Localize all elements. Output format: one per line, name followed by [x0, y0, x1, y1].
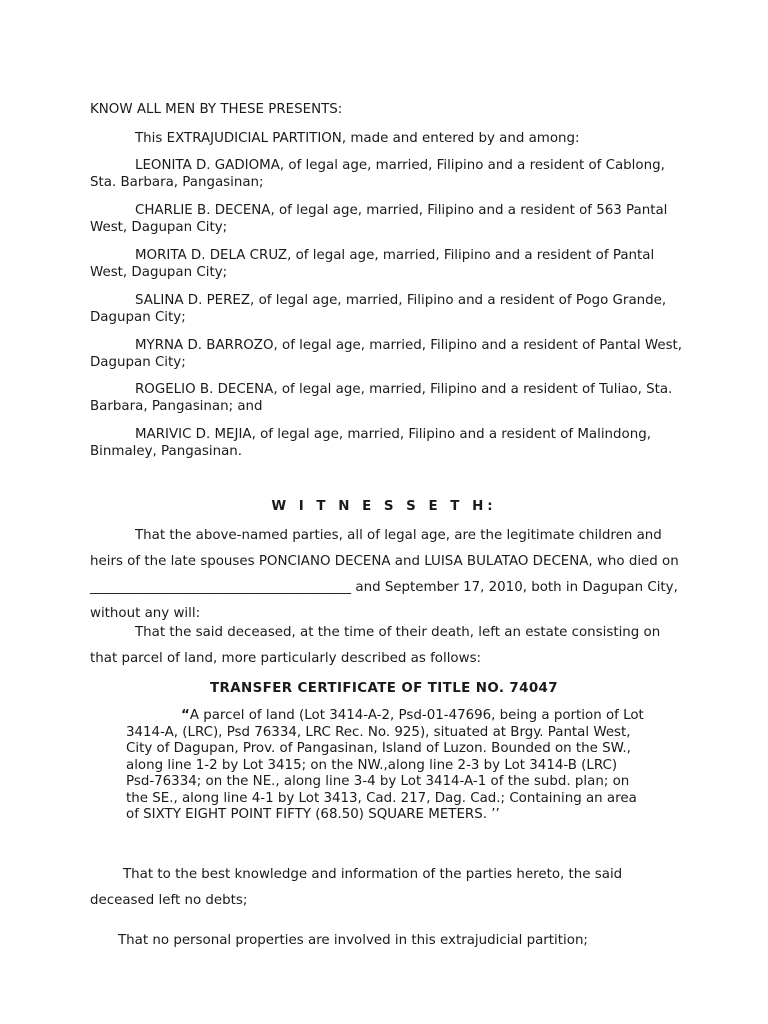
- party-text: CHARLIE B. DECENA, of legal age, married, Filipino and a resident of 563 Pantal West, Dagupan City;: [90, 203, 668, 235]
- party-paragraph: [90, 426, 690, 460]
- debts-text: That to the best knowledge and information of the parties hereto, the said deceased left no debts;: [90, 867, 623, 908]
- personal-properties-paragraph: [90, 932, 690, 949]
- party-text: MORITA D. DELA CRUZ, of legal age, married, Filipino and a resident of Pantal West, Dagupan City;: [90, 248, 655, 280]
- estate-text: That the said deceased, at the time of their death, left an estate consisting on that parcel of land, more particularly described as follows:: [90, 625, 661, 666]
- party-paragraph: [90, 292, 690, 326]
- open-quote-mark: “: [181, 708, 190, 723]
- party-text: MYRNA D. BARROZO, of legal age, married, Filipino and a resident of Pantal West, Dagupan City;: [90, 338, 683, 370]
- opening-line: KNOW ALL MEN BY THESE PRESENTS:: [90, 102, 343, 117]
- party-text: MARIVIC D. MEJIA, of legal age, married, Filipino and a resident of Malindong, Binmaley, Pangasinan.: [90, 427, 651, 459]
- party-paragraph: [90, 202, 690, 236]
- party-text: LEONITA D. GADIOMA, of legal age, married, Filipino and a resident of Cablong, Sta. Barbara, Pangasinan;: [90, 158, 665, 190]
- personal-properties-text: That no personal properties are involved in this extrajudicial partition;: [118, 933, 588, 948]
- estate-paragraph: [90, 620, 690, 672]
- party-text: SALINA D. PEREZ, of legal age, married, Filipino and a resident of Pogo Grande, Dagupan City;: [90, 293, 667, 325]
- property-description-text: A parcel of land (Lot 3414-A-2, Psd-01-47696, being a portion of Lot 3414-A, (LRC), Psd 76334, LRC Rec. No. 925), situated at Brgy. Pantal West, City of Dagupan, Prov. of Pangasinan, Island of Luzon. Bounded on the SW., along line 1-2 by Lot 3415; on the NW.,along line 2-3 by Lot 3414-B (LRC) Psd-76334; on the NE., along line 3-4 by Lot 3414-A-1 of the subd. plan; on the SE., along line 4-1 by Lot 3413, Cad. 217, Dag. Cad.; Containing an area of SIXTY EIGHT POINT FIFTY (68.50) SQUARE METERS. ’’: [126, 708, 644, 822]
- debts-paragraph: [90, 862, 690, 914]
- party-text: ROGELIO B. DECENA, of legal age, married, Filipino and a resident of Tuliao, Sta. Barbara, Pangasinan; and: [90, 382, 673, 414]
- witnesseth-heading: W I T N E S S E T H:: [271, 499, 497, 514]
- intro-text: This EXTRAJUDICIAL PARTITION, made and entered by and among:: [135, 131, 580, 146]
- heirs-paragraph: [90, 523, 690, 627]
- party-paragraph: [90, 381, 690, 415]
- heirs-text: That the above-named parties, all of legal age, are the legitimate children and heirs of the late spouses PONCIANO DECENA and LUISA BULATAO DECENA, who died on _______________________________________ and September 17, 2010, both in Dagupan City, without any will:: [90, 528, 679, 621]
- title-heading: TRANSFER CERTIFICATE OF TITLE NO. 74047: [210, 681, 558, 696]
- intro-paragraph: [90, 130, 690, 147]
- party-paragraph: [90, 157, 690, 191]
- party-paragraph: [90, 337, 690, 371]
- property-description: [126, 708, 646, 824]
- party-paragraph: [90, 247, 690, 281]
